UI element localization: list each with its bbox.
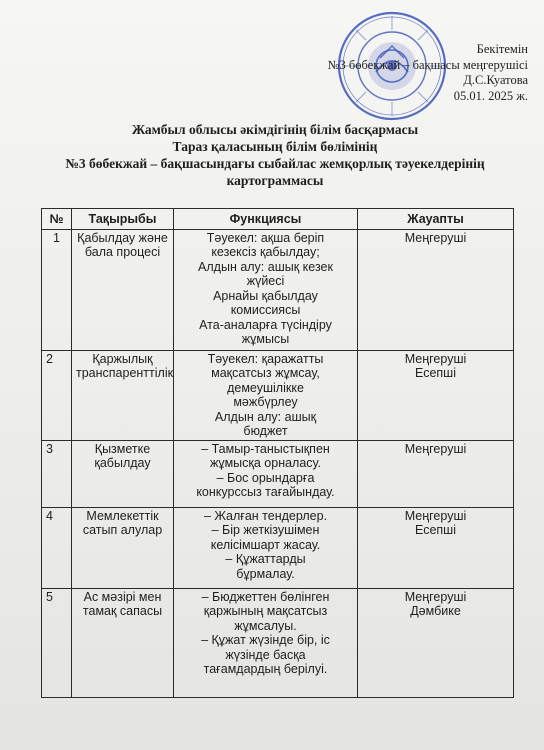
row-function-line: Алдын алу: ашық кезек [198, 259, 333, 274]
row-topic-line: Қаржылық [92, 351, 153, 366]
row-topic-line: Мемлекеттік [86, 508, 159, 523]
row-function-line: – Құжат жүзінде бір, іс [201, 633, 330, 647]
row-responsible [358, 229, 514, 350]
row-responsible-line: Есепші [415, 523, 456, 537]
title-line-2: Тараз қаласының білім бөлімінің [172, 139, 378, 154]
row-function [174, 588, 358, 697]
row-topic-line: Ас мәзірі мен [83, 589, 162, 604]
row-topic-line: Қабылдау және [77, 230, 168, 245]
table-row [42, 588, 514, 697]
row-function-line: жұмысы [241, 332, 290, 346]
header-function: Функциясы [174, 209, 358, 230]
row-function-line: бюджет [243, 424, 288, 438]
row-function-line: Алдын алу: ашық [214, 409, 317, 424]
row-function-line: – Бос орындарға [216, 470, 315, 485]
row-function-line: Арнайы қабылдау [213, 288, 318, 303]
row-function-line: – Құжаттарды [225, 552, 306, 566]
approval-line-name: Д.С.Куатова [463, 73, 528, 87]
row-function-line: жүзінде басқа [225, 647, 306, 662]
row-number: 4 [42, 507, 72, 588]
row-function-line: – Бір жеткізушімен [211, 523, 320, 537]
row-responsible [358, 440, 514, 507]
row-responsible-line: Дәмбике [410, 604, 461, 618]
table-row [42, 229, 514, 350]
row-responsible [358, 350, 514, 440]
row-function [174, 350, 358, 440]
row-topic-line: сатып алулар [82, 523, 163, 537]
row-topic-line: қабылдау [94, 456, 151, 470]
row-function-line: кезексіз қабылдау; [211, 245, 320, 259]
row-topic [72, 440, 174, 507]
table-row [42, 350, 514, 440]
row-function [174, 440, 358, 507]
row-responsible-line: Есепші [415, 366, 456, 380]
row-number: 2 [42, 350, 72, 440]
row-function-line: Ата-аналарға түсіндіру [199, 317, 332, 332]
title-line-4: картограммасы [226, 173, 324, 188]
row-function-line: қаржының мақсатсыз [203, 604, 328, 618]
title-line-3: №3 бөбекжай – бақшасындағы сыбайлас жемқорлық тәуекелдерінің [65, 156, 485, 171]
row-function-line: конкурссыз тағайындау. [196, 485, 335, 499]
row-function-line: – Бюджеттен бөлінген [201, 589, 330, 604]
row-function-line: жүйесі [246, 274, 285, 288]
row-number: 5 [42, 588, 72, 697]
row-topic [72, 350, 174, 440]
row-function-line: келісімшарт жасау. [210, 537, 321, 552]
row-function [174, 507, 358, 588]
table-row [42, 507, 514, 588]
header-responsible: Жауапты [358, 209, 514, 230]
row-topic-line: тамақ сапасы [82, 604, 163, 618]
row-function-line: – Жалған тендерлер. [203, 508, 328, 523]
approval-line-position: №3 бөбекжай – бақшасы меңгерушісі [327, 57, 528, 72]
approval-line-approve: Бекітемін [476, 42, 528, 56]
row-function-line: демеушілікке [227, 380, 304, 395]
row-number: 3 [42, 440, 72, 507]
table-header-row [42, 209, 514, 230]
row-function-line: Тәуекел: ақша беріп [206, 230, 325, 245]
row-responsible-line: Меңгеруші [404, 508, 467, 523]
document-title [40, 121, 510, 189]
row-function [174, 229, 358, 350]
header-number: № [42, 209, 72, 230]
title-line-1: Жамбыл облысы әкімдігінің білім басқармасы [131, 122, 419, 137]
row-topic [72, 588, 174, 697]
table-row [42, 440, 514, 507]
row-number: 1 [42, 229, 72, 350]
header-topic: Тақырыбы [72, 209, 174, 230]
row-responsible-line: Меңгеруші [404, 441, 467, 456]
approval-line-date: 05.01. 2025 ж. [453, 88, 528, 103]
row-function-line: жұмсалуы. [234, 618, 297, 633]
row-function-line: мақсатсыз жұмсау, [211, 366, 320, 380]
row-function-line: мәжбүрлеу [233, 395, 298, 409]
row-topic [72, 229, 174, 350]
row-topic-line: транспаренттілік [76, 366, 174, 380]
row-responsible-line: Меңгеруші [404, 351, 467, 366]
row-function-line: Тәуекел: қаражатты [207, 351, 324, 366]
row-responsible [358, 507, 514, 588]
row-function-line: бұрмалау. [236, 566, 295, 581]
row-function-line: комиссиясы [230, 303, 301, 317]
risk-table [41, 208, 514, 698]
row-responsible-line: Меңгеруші [404, 589, 467, 604]
row-function-line: – Тамыр-таныстықпен [201, 441, 330, 456]
row-topic-line: бала процесі [84, 245, 161, 259]
row-function-line: жұмысқа орналасу. [209, 456, 322, 470]
row-topic-line: Қызметке [94, 441, 151, 456]
row-responsible [358, 588, 514, 697]
row-function-line: тағамдардың берілуі. [203, 662, 328, 676]
row-responsible-line: Меңгеруші [404, 230, 467, 245]
row-topic [72, 507, 174, 588]
approval-block [328, 42, 528, 104]
